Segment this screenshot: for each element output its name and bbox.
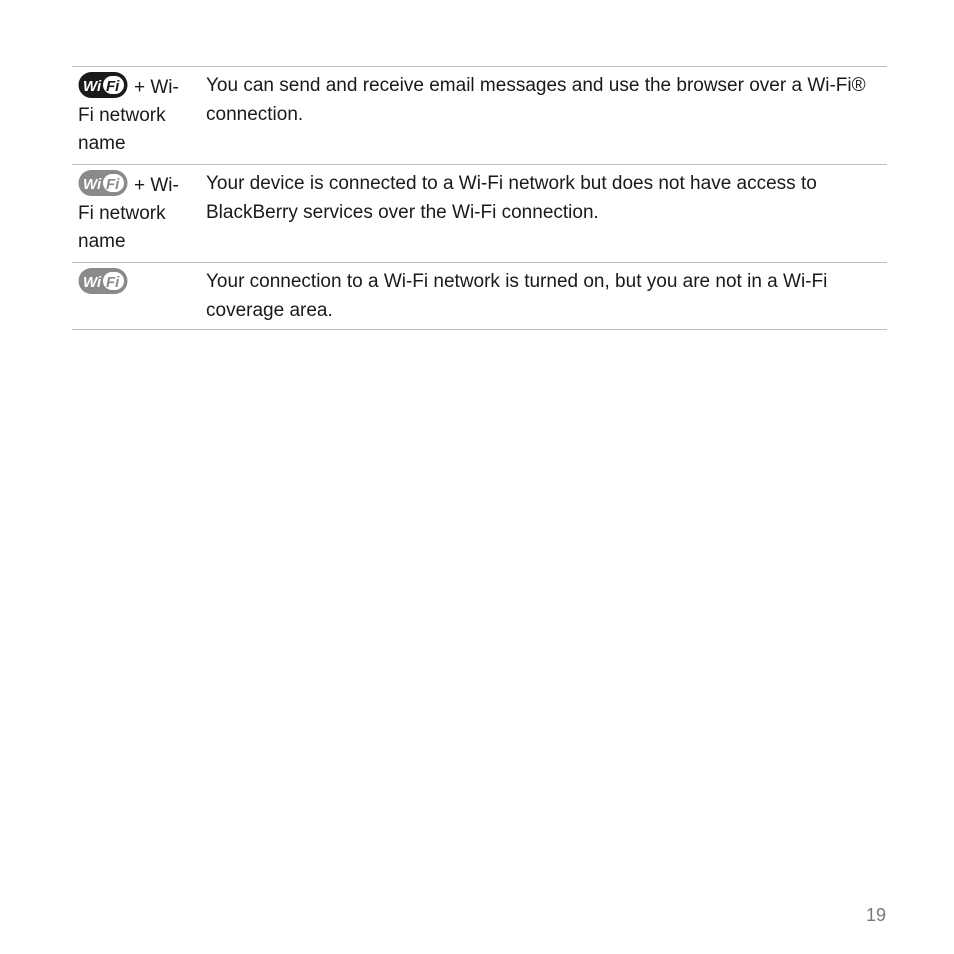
- svg-text:Fi: Fi: [106, 274, 120, 291]
- description-cell: Your device is connected to a Wi-Fi network but does not have access to BlackBerry services over the Wi-Fi connection.: [206, 173, 817, 223]
- svg-text:Wi: Wi: [83, 274, 102, 291]
- description-cell: Your connection to a Wi-Fi network is turned on, but you are not in a Wi-Fi coverage area.: [206, 271, 828, 321]
- svg-text:Wi: Wi: [83, 78, 102, 95]
- network-name-line: Fi network: [78, 203, 166, 224]
- indicator-cell: [72, 67, 199, 164]
- indicator-cell: [72, 165, 199, 262]
- svg-text:Wi: Wi: [83, 176, 102, 193]
- network-name-suffix: + Wi-: [134, 175, 179, 196]
- svg-text:Fi: Fi: [106, 176, 120, 193]
- network-name-line: name: [78, 133, 126, 154]
- table-row: [72, 67, 887, 165]
- description-cell: You can send and receive email messages and use the browser over a Wi-Fi® connection.: [206, 75, 866, 125]
- page-number: 19: [865, 905, 886, 925]
- table-row: [72, 263, 887, 330]
- indicator-cell: [72, 263, 199, 329]
- table-row: [72, 165, 887, 263]
- wifi-connected-icon: [78, 71, 128, 99]
- network-name-line: name: [78, 231, 126, 252]
- svg-text:Fi: Fi: [106, 78, 120, 95]
- network-name-suffix: + Wi-: [134, 77, 179, 98]
- wifi-no-coverage-icon: [78, 267, 128, 295]
- wifi-no-blackberry-services-icon: [78, 169, 128, 197]
- network-name-line: Fi network: [78, 105, 166, 126]
- wifi-indicator-table: [72, 66, 887, 330]
